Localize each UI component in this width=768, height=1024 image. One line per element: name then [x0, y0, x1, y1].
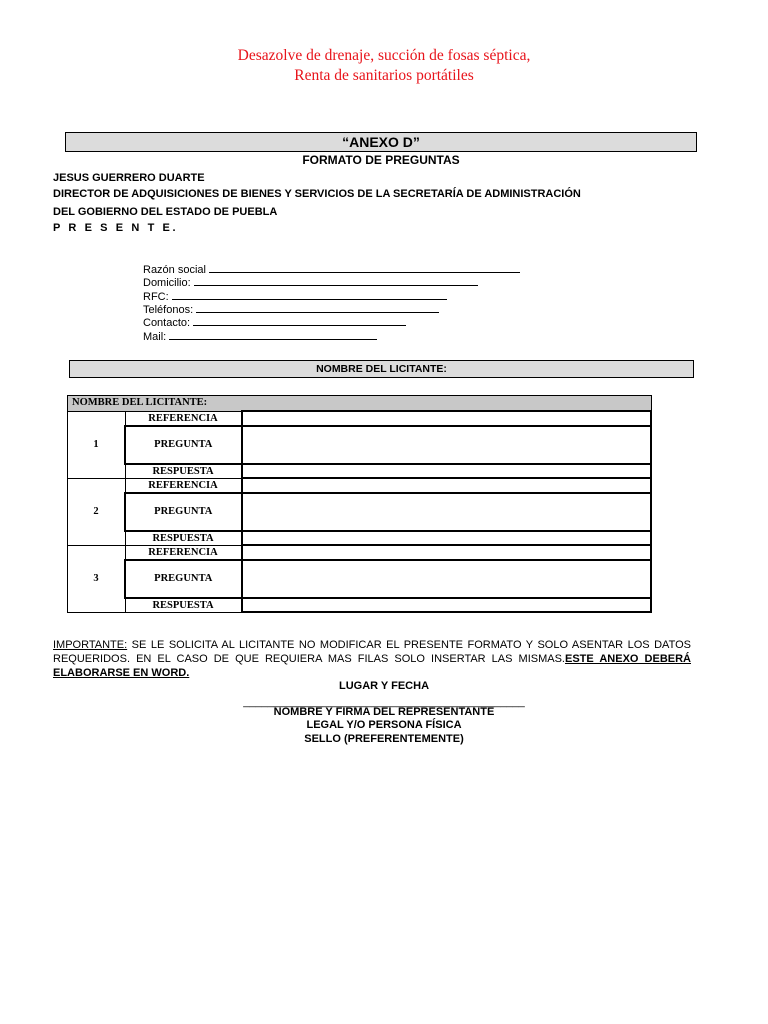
row-number: 3	[68, 545, 126, 612]
table-row	[68, 560, 652, 598]
table-row	[68, 478, 652, 493]
field-domicilio[interactable]	[143, 276, 478, 290]
table-row	[68, 411, 652, 426]
field-label: Teléfonos:	[143, 304, 194, 316]
blank-line	[196, 303, 439, 313]
addressee-name: JESUS GUERRERO DUARTE	[53, 172, 205, 184]
pregunta-cell[interactable]	[242, 426, 652, 464]
pregunta-cell[interactable]	[242, 560, 652, 598]
place-date-label: LUGAR Y FECHA	[338, 680, 430, 692]
respuesta-label: RESPUESTA	[125, 464, 242, 479]
respuesta-cell[interactable]	[242, 531, 652, 546]
pregunta-label: PREGUNTA	[125, 426, 242, 464]
licitante-name-box: NOMBRE DEL LICITANTE:	[69, 360, 694, 378]
important-text: SE LE SOLICITA AL LICITANTE NO MODIFICAR EL PRESENTE FORMATO Y SOLO ASENTAR LOS DATOS REQUERIDOS. EN EL CASO DE QUE REQUIERA MAS FILAS SOLO INSERTAR LAS MISMAS.	[53, 639, 691, 665]
referencia-label: REFERENCIA	[125, 545, 242, 560]
blank-line	[194, 276, 478, 286]
row-number: 1	[68, 411, 126, 478]
row-number: 2	[68, 478, 126, 545]
table-row	[68, 598, 652, 613]
pregunta-cell[interactable]	[242, 493, 652, 531]
header-line-2: Renta de sanitarios portátiles	[294, 67, 474, 84]
field-razon-social[interactable]	[143, 263, 520, 277]
blank-line	[193, 316, 406, 326]
presente-text: P R E S E N T E.	[53, 222, 179, 234]
table-row	[68, 545, 652, 560]
field-label: RFC:	[143, 291, 169, 303]
field-contacto[interactable]	[143, 316, 406, 330]
addressee-position: DIRECTOR DE ADQUISICIONES DE BIENES Y SERVICIOS DE LA SECRETARÍA DE ADMINISTRACIÓN	[53, 188, 581, 200]
referencia-cell[interactable]	[242, 545, 652, 560]
table-row	[68, 493, 652, 531]
questions-table	[67, 395, 652, 613]
addressee-entity: DEL GOBIERNO DEL ESTADO DE PUEBLA	[53, 206, 278, 218]
important-note	[53, 638, 691, 680]
respuesta-cell[interactable]	[242, 598, 652, 613]
anexo-title: “ANEXO D”	[65, 132, 697, 152]
referencia-label: REFERENCIA	[125, 411, 242, 426]
pregunta-label: PREGUNTA	[125, 493, 242, 531]
field-label: Contacto:	[143, 317, 191, 329]
field-mail[interactable]	[143, 330, 377, 344]
table-row	[68, 464, 652, 479]
signature-label-3: SELLO (PREFERENTEMENTE)	[304, 733, 464, 745]
pregunta-label: PREGUNTA	[125, 560, 242, 598]
referencia-label: REFERENCIA	[125, 478, 242, 493]
signature-label-1: NOMBRE Y FIRMA DEL REPRESENTANTE	[273, 706, 495, 718]
respuesta-label: RESPUESTA	[125, 598, 242, 613]
table-row	[68, 531, 652, 546]
field-label: Razón social	[143, 264, 206, 276]
blank-line	[169, 330, 377, 340]
anexo-subtitle: FORMATO DE PREGUNTAS	[302, 153, 460, 167]
referencia-cell[interactable]	[242, 411, 652, 426]
referencia-cell[interactable]	[242, 478, 652, 493]
important-bold-text: ESTE ANEXO DEBERÁ ELABORARSE EN WORD.	[53, 653, 691, 679]
important-label: IMPORTANTE:	[53, 639, 128, 651]
table-row	[68, 426, 652, 464]
blank-line	[209, 263, 520, 273]
field-telefonos[interactable]	[143, 303, 439, 317]
signature-line: ______________________________________________	[243, 696, 525, 708]
header-line-1: Desazolve de drenaje, succión de fosas séptica,	[237, 47, 531, 64]
signature-label-2: LEGAL Y/O PERSONA FÍSICA	[306, 719, 462, 731]
blank-line	[172, 290, 447, 300]
field-label: Domicilio:	[143, 277, 191, 289]
table-header: NOMBRE DEL LICITANTE:	[68, 396, 652, 412]
respuesta-label: RESPUESTA	[125, 531, 242, 546]
respuesta-cell[interactable]	[242, 464, 652, 479]
field-label: Mail:	[143, 331, 167, 343]
field-rfc[interactable]	[143, 290, 447, 304]
